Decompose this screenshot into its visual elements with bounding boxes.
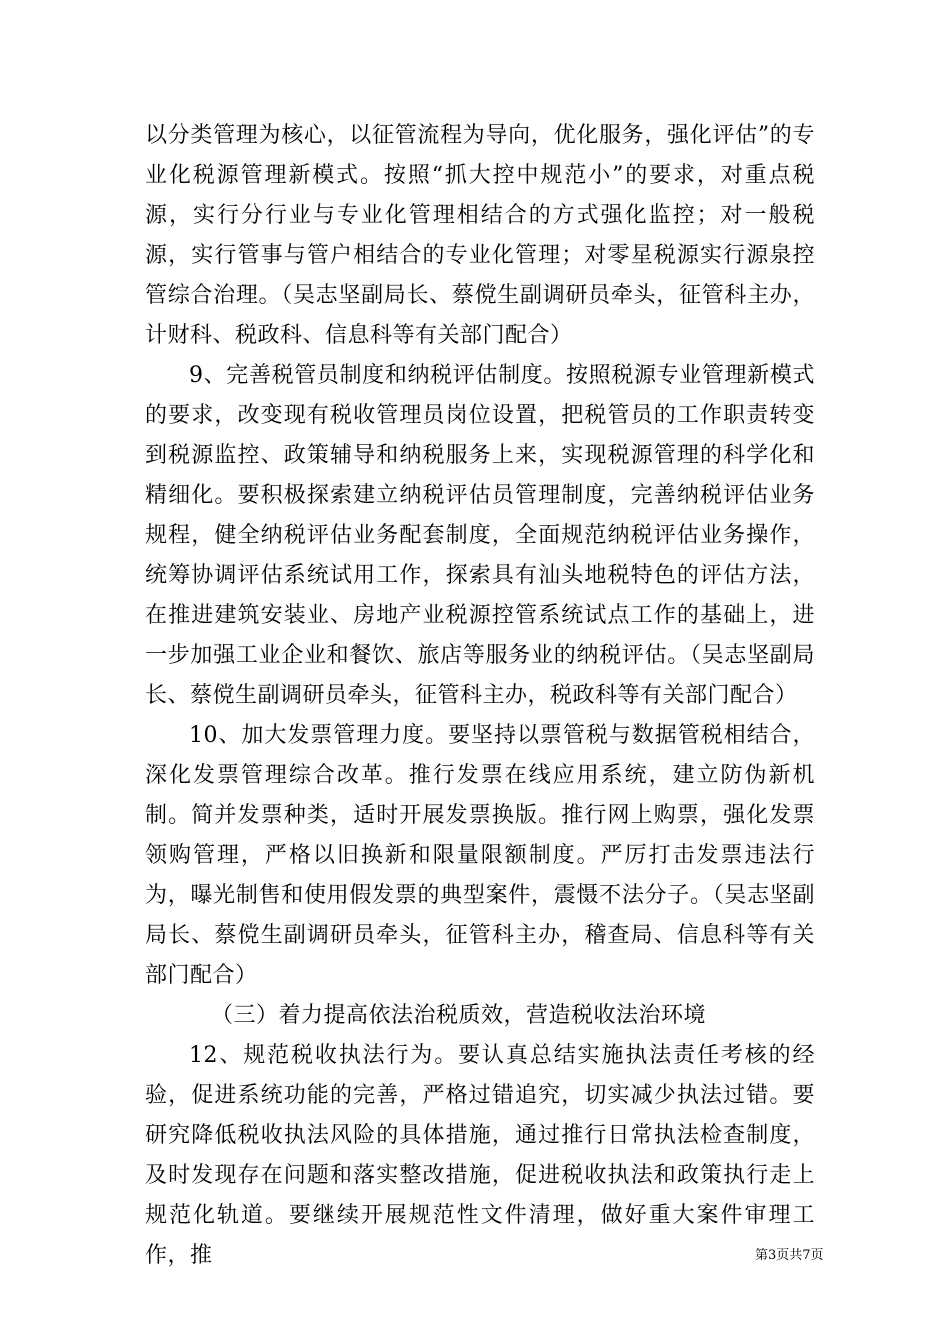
paragraph-item-9: 9、完善税管员制度和纳税评估制度。按照税源专业管理新模式的要求，改变现有税收管理员岗位设置，把税管员的工作职责转变到税源监控、政策辅导和纳税服务上来，实现税源管理的科学化和精细化。要积极探索建立纳税评估员管理制度，完善纳税评估业务规程，健全纳税评估业务配套制度，全面规范纳税评估业务操作，统筹协调评估系统试用工作，探索具有汕头地税特色的评估方法，在推进建筑安装业、房地产业税源控管系统试点工作的基础上，进一步加强工业企业和餐饮、旅店等服务业的纳税评估。（吴志坚副局长、蔡傥生副调研员牵头，征管科主办，税政科等有关部门配合） <box>145 363 815 708</box>
section-heading-3: （三）着力提高依法治税质效，营造税收法治环境 <box>211 1003 707 1028</box>
document-body <box>145 116 815 1276</box>
paragraph-item-12: 12、规范税收执法行为。要认真总结实施执法责任考核的经验，促进系统功能的完善，严格过错追究，切实减少执法过错。要研究降低税收执法风险的具体措施，通过推行日常执法检查制度，及时发现存在问题和落实整改措施，促进税收执法和政策执行走上规范化轨道。要继续开展规范性文件清理，做好重大案件审理工作，推 <box>145 1043 815 1268</box>
page-number-label: 第3页共7页 <box>755 1248 824 1263</box>
paragraph-continuation: 以分类管理为核心，以征管流程为导向，优化服务，强化评估”的专业化税源管理新模式。按照“抓大控中规范小”的要求，对重点税源，实行分行业与专业化管理相结合的方式强化监控；对一般税源，实行管事与管户相结合的专业化管理；对零星税源实行源泉控管综合治理。（吴志坚副局长、蔡傥生副调研员牵头，征管科主办，计财科、税政科、信息科等有关部门配合） <box>145 123 815 348</box>
paragraph-item-10: 10、加大发票管理力度。要坚持以票管税与数据管税相结合，深化发票管理综合改革。推行发票在线应用系统，建立防伪新机制。简并发票种类，适时开展发票换版。推行网上购票，强化发票领购管理，严格以旧换新和限量限额制度。严厉打击发票违法行为，曝光制售和使用假发票的典型案件，震慑不法分子。（吴志坚副局长、蔡傥生副调研员牵头，征管科主办，稽查局、信息科等有关部门配合） <box>145 723 815 988</box>
page-footer <box>0 1247 950 1265</box>
